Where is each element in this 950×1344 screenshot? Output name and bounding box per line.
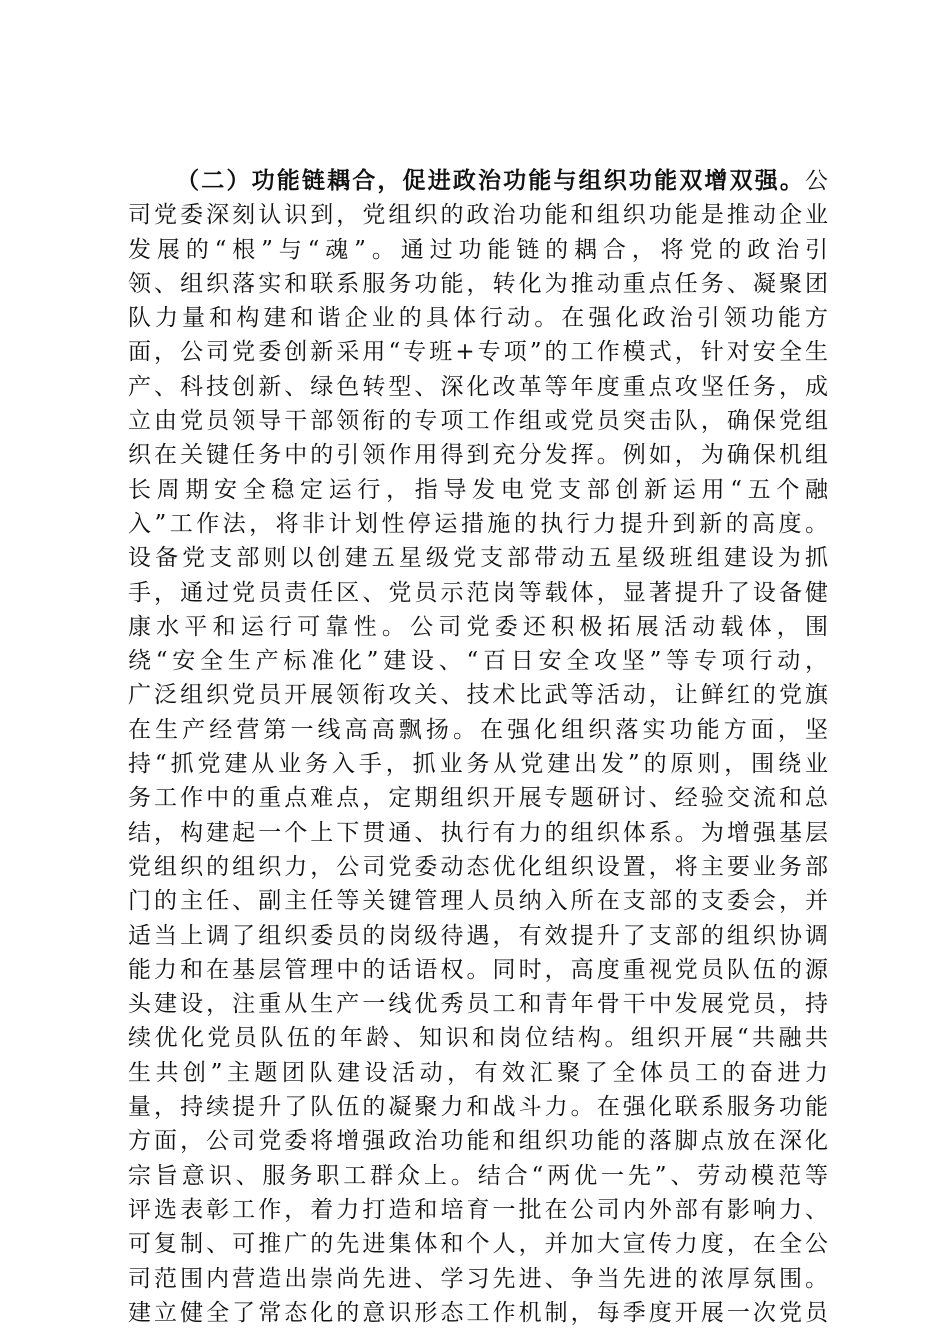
paragraph-line: 产、科技创新、绿色转型、深化改革等年度重点攻坚任务，成 [128, 373, 828, 400]
paragraph-line: 设备党支部则以创建五星级党支部带动五星级班组建设为抓 [128, 545, 828, 572]
paragraph-line: 宗旨意识、服务职工群众上。结合“两优一先”、劳动模范等 [128, 1162, 828, 1189]
paragraph-line: 织在关键任务中的引领作用得到充分发挥。例如，为确保机组 [128, 442, 828, 469]
paragraph-line: 立由党员领导干部领衔的专项工作组或党员突击队，确保党组 [128, 408, 828, 435]
paragraph-line: 长周期安全稳定运行，指导发电党支部创新运用“五个融 [128, 476, 828, 503]
paragraph-line: 领、组织落实和联系服务功能，转化为推动重点任务、凝聚团 [128, 270, 828, 297]
paragraph-line: 门的主任、副主任等关键管理人员纳入所在支部的支委会，并 [128, 888, 828, 915]
paragraph-line: 方面，公司党委将增强政治功能和组织功能的落脚点放在深化 [128, 1128, 828, 1155]
paragraph-line: 手，通过党员责任区、党员示范岗等载体，显著提升了设备健 [128, 579, 828, 606]
paragraph-line: 持“抓党建从业务入手，抓业务从党建出发”的原则，围绕业 [128, 751, 828, 778]
paragraph-line: 可复制、可推广的先进集体和个人，并加大宣传力度，在全公 [128, 1231, 828, 1258]
section-heading: （二）功能链耦合，促进政治功能与组织功能双增双强。 [174, 167, 805, 194]
paragraph-line: 队力量和构建和谐企业的具体行动。在强化政治引领功能方 [128, 305, 828, 332]
paragraph-line: 入”工作法，将非计划性停运措施的执行力提升到新的高度。 [128, 510, 828, 537]
paragraph-line: 结，构建起一个上下贯通、执行有力的组织体系。为增强基层 [128, 819, 828, 846]
first-line-text: 公 [805, 168, 828, 194]
body-paragraph [128, 164, 828, 1330]
paragraph-line: 生共创”主题团队建设活动，有效汇聚了全体员工的奋进力 [128, 1059, 828, 1086]
paragraph-line: 面，公司党委创新采用“专班+专项”的工作模式，针对安全生 [128, 339, 828, 366]
paragraph-line: 发展的“根”与“魂”。通过功能链的耦合，将党的政治引 [128, 236, 828, 263]
paragraph-line: 能力和在基层管理中的话语权。同时，高度重视党员队伍的源 [128, 956, 828, 983]
paragraph-line: 康水平和运行可靠性。公司党委还积极拓展活动载体，围 [128, 613, 828, 640]
paragraph-first-line [128, 164, 828, 198]
paragraph-line: 党组织的组织力，公司党委动态优化组织设置，将主要业务部 [128, 853, 828, 880]
paragraph-line: 绕“安全生产标准化”建设、“百日安全攻坚”等专项行动， [128, 648, 828, 675]
paragraph-line: 司范围内营造出崇尚先进、学习先进、争当先进的浓厚氛围。 [128, 1265, 828, 1292]
paragraph-line: 司党委深刻认识到，党组织的政治功能和组织功能是推动企业 [128, 202, 828, 229]
paragraph-line: 广泛组织党员开展领衔攻关、技术比武等活动，让鲜红的党旗 [128, 682, 828, 709]
paragraph-line: 建立健全了常态化的意识形态工作机制，每季度开展一次党员 [128, 1299, 828, 1326]
paragraph-line: 评选表彰工作，着力打造和培育一批在公司内外部有影响力、 [128, 1196, 828, 1223]
paragraph-line: 在生产经营第一线高高飘扬。在强化组织落实功能方面，坚 [128, 716, 828, 743]
paragraph-line: 务工作中的重点难点，定期组织开展专题研讨、经验交流和总 [128, 785, 828, 812]
paragraph-line: 头建设，注重从生产一线优秀员工和青年骨干中发展党员，持 [128, 991, 828, 1018]
paragraph-line: 适当上调了组织委员的岗级待遇，有效提升了支部的组织协调 [128, 922, 828, 949]
paragraph-line: 量，持续提升了队伍的凝聚力和战斗力。在强化联系服务功能 [128, 1094, 828, 1121]
paragraph-line: 续优化党员队伍的年龄、知识和岗位结构。组织开展“共融共 [128, 1025, 828, 1052]
